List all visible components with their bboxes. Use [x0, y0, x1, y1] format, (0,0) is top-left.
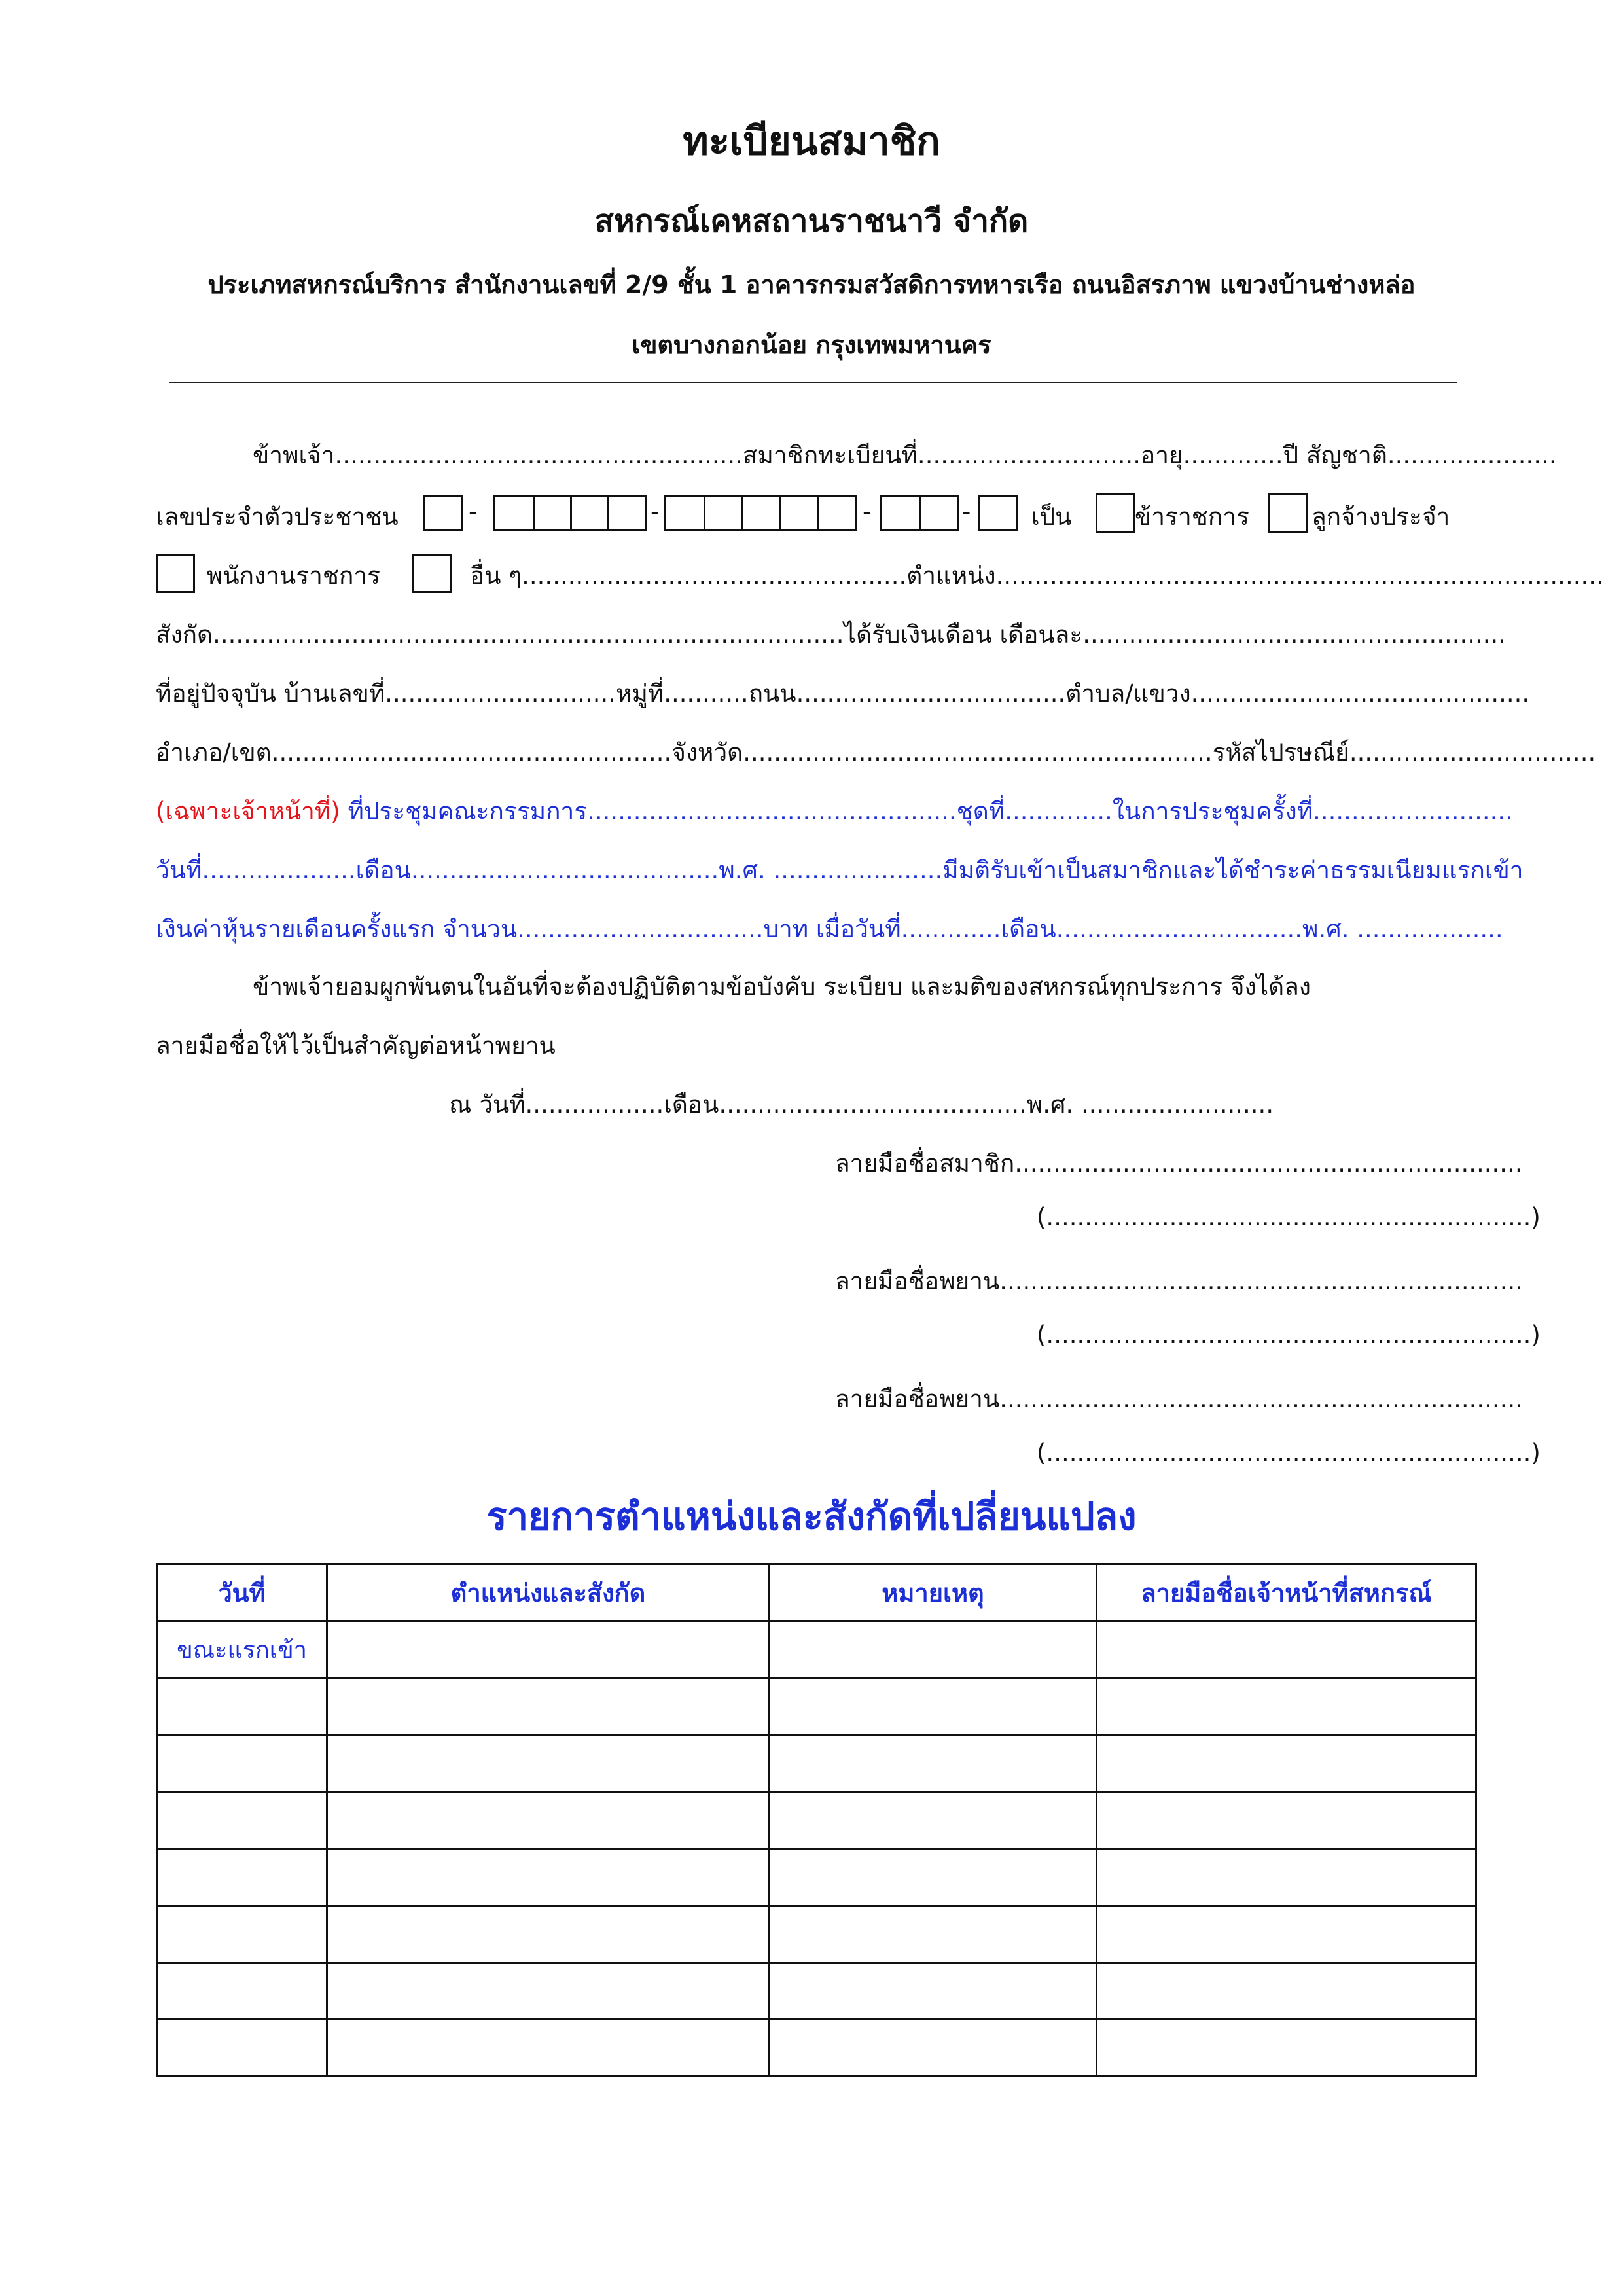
- table-cell-position[interactable]: [327, 1849, 770, 1906]
- checkbox-permanent-employee[interactable]: [1268, 493, 1308, 533]
- header-divider: [169, 382, 1457, 383]
- table-cell-remark[interactable]: [770, 1678, 1097, 1735]
- committee-meeting-field[interactable]: ที่ประชุมคณะกรรมการ................................................ชุดที่..............ในการประชุมครั้งที่..........................: [340, 797, 1513, 825]
- table-cell-date[interactable]: [157, 1735, 327, 1792]
- table-cell-signature[interactable]: [1097, 1678, 1476, 1735]
- affiliation-salary-line[interactable]: สังกัด..................................................................................ได้รับเงินเดือน เดือนละ.......................................................: [156, 620, 1507, 649]
- address-line-1: ประเภทสหกรณ์บริการ สำนักงานเลขที่ 2/9 ชั้น 1 อาคารกรมสวัสดิการทหารเรือ ถนนอิสรภาพ แขวงบ้านช่างหล่อ: [207, 270, 1416, 299]
- id-digit-group-2[interactable]: [493, 495, 647, 531]
- table-cell-remark[interactable]: [770, 2020, 1097, 2077]
- table-cell-signature[interactable]: [1097, 1849, 1476, 1906]
- id-digit-group-5[interactable]: [978, 495, 1018, 531]
- table-cell-signature[interactable]: [1097, 1906, 1476, 1963]
- table-row: [157, 1621, 1476, 1678]
- table-cell-signature[interactable]: [1097, 1735, 1476, 1792]
- table-cell-remark[interactable]: [770, 1621, 1097, 1678]
- table-header-row: [157, 1564, 1476, 1621]
- column-header-remark: หมายเหตุ: [770, 1564, 1097, 1621]
- member-name-line[interactable]: ข้าพเจ้า.....................................................สมาชิกทะเบียนที่.............................อายุ.............ปี สัญชาติ......................: [253, 441, 1557, 469]
- checkbox-government-employee[interactable]: [156, 554, 195, 593]
- table-cell-position[interactable]: [327, 1906, 770, 1963]
- table-row: [157, 1735, 1476, 1792]
- table-cell-position[interactable]: [327, 1792, 770, 1849]
- table-cell-position[interactable]: [327, 2020, 770, 2077]
- table-row: [157, 1678, 1476, 1735]
- officer-only-label: (เฉพาะเจ้าหน้าที่): [156, 797, 340, 825]
- address-line-2: เขตบางกอกน้อย กรุงเทพมหานคร: [632, 331, 991, 359]
- id-separator: -: [651, 497, 660, 526]
- table-cell-position[interactable]: [327, 1678, 770, 1735]
- table-cell-signature[interactable]: [1097, 1963, 1476, 2020]
- officer-section-line-3[interactable]: เงินค่าหุ้นรายเดือนครั้งแรก จำนวน................................บาท เมื่อวันที่.............เดือน................................พ.ศ. ...................: [156, 915, 1503, 943]
- id-digit-group-4[interactable]: [880, 495, 959, 531]
- column-header-officer-signature: ลายมือชื่อเจ้าหน้าที่สหกรณ์: [1097, 1564, 1476, 1621]
- option-permanent-employee-label: ลูกจ้างประจำ: [1311, 503, 1450, 531]
- witness-2-signature-line[interactable]: ลายมือชื่อพยาน....................................................................: [835, 1385, 1523, 1413]
- table-cell-date[interactable]: [157, 1849, 327, 1906]
- table-cell-signature[interactable]: [1097, 1621, 1476, 1678]
- witness-1-name-paren[interactable]: (...............................................................): [1037, 1321, 1541, 1349]
- witness-2-name-paren[interactable]: (...............................................................): [1037, 1439, 1541, 1467]
- table-cell-date[interactable]: [157, 1963, 327, 2020]
- table-row: [157, 2020, 1476, 2077]
- id-number-label: เลขประจำตัวประชาชน: [156, 503, 399, 531]
- table-cell-signature[interactable]: [1097, 2020, 1476, 2077]
- member-name-paren[interactable]: (...............................................................): [1037, 1203, 1541, 1231]
- table-cell-date[interactable]: [157, 2020, 327, 2077]
- table-row: [157, 1963, 1476, 2020]
- table-cell-position[interactable]: [327, 1621, 770, 1678]
- pledge-text-line-2: ลายมือชื่อให้ไว้เป็นสำคัญต่อหน้าพยาน: [156, 1031, 556, 1060]
- id-separator: -: [863, 497, 872, 526]
- table-cell-position[interactable]: [327, 1963, 770, 2020]
- table-row: [157, 1849, 1476, 1906]
- current-address-line[interactable]: ที่อยู่ปัจจุบัน บ้านเลขที่..............................หมู่ที่...........ถนน...................................ตำบล/แขวง............................................: [156, 679, 1530, 708]
- table-cell-remark[interactable]: [770, 1792, 1097, 1849]
- option-other-line[interactable]: อื่น ๆ..................................................ตำแหน่ง...............................................................................: [470, 562, 1604, 590]
- district-province-line[interactable]: อำเภอ/เขต....................................................จังหวัด.............................................................รหัสไปรษณีย์................................: [156, 738, 1596, 766]
- table-row: [157, 1906, 1476, 1963]
- page-title: ทะเบียนสมาชิก: [683, 118, 940, 164]
- table-cell-remark[interactable]: [770, 1963, 1097, 2020]
- table-row: [157, 1792, 1476, 1849]
- table-cell-remark[interactable]: [770, 1849, 1097, 1906]
- membership-type-label: เป็น: [1031, 503, 1072, 531]
- signing-date-line[interactable]: ณ วันที่..................เดือน........................................พ.ศ. .........................: [449, 1090, 1274, 1119]
- column-header-date: วันที่: [157, 1564, 327, 1621]
- organization-name: สหกรณ์เคหสถานราชนาวี จำกัด: [594, 203, 1029, 240]
- changes-title: รายการตำแหน่งและสังกัดที่เปลี่ยนแปลง: [486, 1494, 1137, 1539]
- id-separator: -: [962, 497, 971, 526]
- officer-section-line-1: [156, 792, 1513, 831]
- officer-section-line-2[interactable]: วันที่....................เดือน........................................พ.ศ. ......................มีมติรับเข้าเป็นสมาชิกและได้ชำระค่าธรรมเนียมแรกเข้า: [156, 856, 1524, 884]
- member-signature-line[interactable]: ลายมือชื่อสมาชิก..................................................................: [835, 1149, 1523, 1177]
- table-cell-remark[interactable]: [770, 1906, 1097, 1963]
- option-civil-servant-label: ข้าราชการ: [1135, 503, 1249, 531]
- witness-1-signature-line[interactable]: ลายมือชื่อพยาน....................................................................: [835, 1267, 1523, 1295]
- table-cell-date[interactable]: [157, 1792, 327, 1849]
- column-header-position: ตำแหน่งและสังกัด: [327, 1564, 770, 1621]
- table-cell-date[interactable]: ขณะแรกเข้า: [157, 1621, 327, 1678]
- option-government-employee-label: พนักงานราชการ: [207, 562, 381, 590]
- table-cell-position[interactable]: [327, 1735, 770, 1792]
- table-cell-date[interactable]: [157, 1678, 327, 1735]
- checkbox-civil-servant[interactable]: [1096, 493, 1135, 533]
- table-cell-remark[interactable]: [770, 1735, 1097, 1792]
- id-digit-group-1[interactable]: [423, 495, 463, 531]
- table-cell-date[interactable]: [157, 1906, 327, 1963]
- table-cell-signature[interactable]: [1097, 1792, 1476, 1849]
- id-separator: -: [469, 497, 478, 526]
- pledge-text-line-1: ข้าพเจ้ายอมผูกพันตนในอันที่จะต้องปฏิบัติตามข้อบังคับ ระเบียบ และมติของสหกรณ์ทุกประการ จึงได้ลง: [253, 973, 1311, 1001]
- id-digit-group-3[interactable]: [664, 495, 857, 531]
- changes-table: [156, 1563, 1477, 2077]
- checkbox-other[interactable]: [412, 554, 452, 593]
